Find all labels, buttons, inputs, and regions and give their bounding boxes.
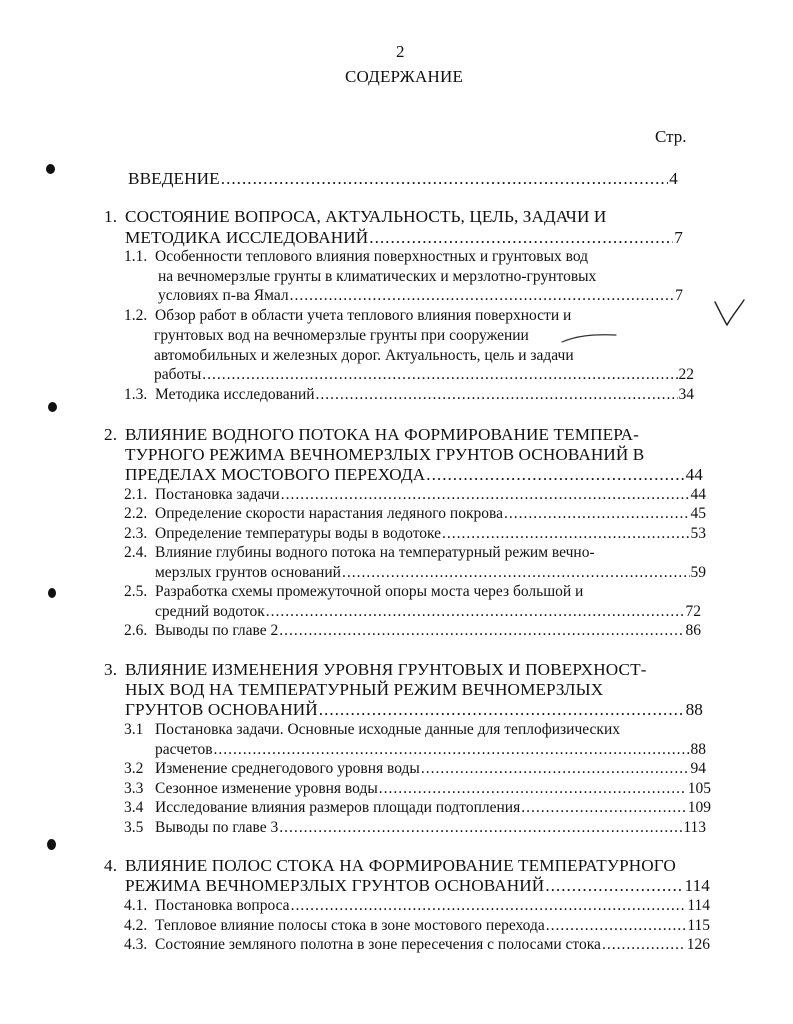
toc-2-4-page: 59	[690, 564, 706, 581]
punch-hole-mark-icon	[48, 402, 57, 412]
toc-3-5-number: 3.5	[124, 819, 144, 836]
toc-ch2-page: 44	[685, 465, 703, 484]
toc-2-1-label: Постановка задачи	[155, 486, 280, 503]
toc-1-2-line4: работы	[154, 366, 202, 383]
toc-4-1-label: Постановка вопроса	[155, 897, 290, 914]
toc-3-2-number: 3.2	[124, 760, 144, 777]
page-number: 2	[396, 42, 405, 61]
toc-3-1-line2: расчетов	[155, 741, 213, 758]
toc-ch3-page: 88	[685, 700, 703, 719]
toc-2-3	[155, 524, 706, 544]
toc-ch1-title-line1: СОСТОЯНИЕ ВОПРОСА, АКТУАЛЬНОСТЬ, ЦЕЛЬ, ЗАДАЧИ И	[125, 207, 607, 226]
toc-2-5-line1: Разработка схемы промежуточной опоры моста через большой и	[155, 583, 584, 600]
toc-3-5-label: Выводы по главе 3	[155, 819, 279, 836]
toc-ch4-number: 4.	[104, 856, 118, 875]
toc-3-4-number: 3.4	[124, 799, 144, 816]
toc-1-1-line2: на вечномерзлые грунты в климатических и мерзлотно-грунтовых	[158, 268, 597, 285]
toc-1-2	[154, 365, 694, 385]
toc-3-5	[155, 818, 706, 838]
toc-2-6-number: 2.6.	[124, 622, 148, 639]
punch-hole-mark-icon	[48, 588, 56, 598]
toc-2-3-page: 53	[690, 525, 706, 542]
toc-4-3-number: 4.3.	[124, 936, 148, 953]
toc-intro-label: ВВЕДЕНИЕ	[128, 169, 220, 188]
toc-ch3-title	[125, 700, 703, 720]
toc-ch3-title-line2: НЫХ ВОД НА ТЕМПЕРАТУРНЫЙ РЕЖИМ ВЕЧНОМЕРЗЛЫХ	[125, 680, 604, 699]
punch-hole-mark-icon	[47, 839, 56, 850]
toc-3-4-label: Исследование влияния размеров площади подтопления	[155, 799, 521, 816]
toc-3-4-page: 109	[687, 799, 711, 816]
toc-2-2	[155, 504, 706, 524]
toc-1-1-line1: Особенности теплового влияния поверхностных и грунтовых вод	[155, 248, 589, 265]
toc-ch1-title	[125, 228, 683, 248]
toc-3-1	[155, 740, 706, 760]
toc-2-5	[155, 602, 701, 622]
toc-2-2-number: 2.2.	[124, 505, 148, 522]
toc-3-3-number: 3.3	[124, 780, 144, 797]
toc-2-1	[155, 485, 706, 505]
toc-2-3-label: Определение температуры воды в водотоке	[155, 525, 442, 542]
toc-ch2-title-line1: ВЛИЯНИЕ ВОДНОГО ПОТОКА НА ФОРМИРОВАНИЕ ТЕМПЕРА-	[125, 425, 639, 444]
handwritten-stroke-icon	[560, 330, 620, 346]
toc-intro	[128, 169, 678, 189]
toc-1-1-line3: условиях п-ва Ямал	[158, 287, 289, 304]
toc-2-4-number: 2.4.	[124, 544, 148, 561]
toc-3-1-page: 88	[690, 741, 706, 758]
toc-2-3-number: 2.3.	[124, 525, 148, 542]
toc-ch2-title	[125, 465, 703, 485]
toc-ch1-title-line2: МЕТОДИКА ИССЛЕДОВАНИЙ	[125, 228, 369, 247]
toc-2-6-label: Выводы по главе 2	[155, 622, 279, 639]
toc-3-3-page: 105	[687, 780, 711, 797]
toc-1-1	[158, 286, 683, 306]
toc-3-1-line1: Постановка задачи. Основные исходные данные для теплофизических	[155, 721, 620, 738]
toc-ch3-title-line3: ГРУНТОВ ОСНОВАНИЙ	[125, 700, 318, 719]
handwritten-checkmark-icon	[712, 296, 746, 330]
toc-1-2-line1: Обзор работ в области учета теплового влияния поверхности и	[155, 307, 572, 324]
toc-1-2-page: 22	[678, 366, 694, 383]
toc-2-5-number: 2.5.	[124, 583, 148, 600]
toc-4-2-number: 4.2.	[124, 917, 148, 934]
toc-1-2-number: 1.2.	[124, 307, 148, 324]
toc-1-2-line3: автомобильных и железных дорог. Актуальность, цель и задачи	[154, 347, 574, 364]
toc-2-4-line1: Влияние глубины водного потока на температурный режим вечно-	[155, 544, 595, 561]
toc-4-2-page: 115	[687, 917, 710, 934]
toc-ch2-title-line3: ПРЕДЕЛАХ МОСТОВОГО ПЕРЕХОДА	[125, 465, 426, 484]
toc-1-3-number: 1.3.	[124, 386, 148, 403]
toc-4-3-page: 126	[686, 936, 710, 953]
toc-2-5-line2: средний водоток	[155, 603, 265, 620]
toc-ch2-title-line2: ТУРНОГО РЕЖИМА ВЕЧНОМЕРЗЛЫХ ГРУНТОВ ОСНОВАНИЙ В	[125, 445, 645, 464]
toc-1-3	[155, 385, 694, 405]
toc-3-5-page: 113	[683, 819, 706, 836]
toc-3-2-page: 94	[690, 760, 706, 777]
toc-ch1-number: 1.	[104, 207, 118, 226]
pages-column-label: Стр.	[655, 127, 687, 146]
toc-ch4-title-line2: РЕЖИМА ВЕЧНОМЕРЗЛЫХ ГРУНТОВ ОСНОВАНИЙ	[125, 876, 545, 895]
toc-2-6	[155, 621, 701, 641]
toc-ch3-number: 3.	[104, 660, 118, 679]
toc-2-2-label: Определение скорости нарастания ледяного покрова	[155, 505, 503, 522]
toc-ch4-page: 114	[684, 876, 710, 895]
toc-1-3-page: 34	[678, 386, 694, 403]
toc-1-3-label: Методика исследований	[155, 386, 315, 403]
toc-ch4-title-line1: ВЛИЯНИЕ ПОЛОС СТОКА НА ФОРМИРОВАНИЕ ТЕМПЕРАТУРНОГО	[125, 856, 676, 875]
toc-4-1-page: 114	[687, 897, 710, 914]
toc-ch4-title	[125, 876, 710, 896]
toc-4-2	[155, 916, 710, 936]
toc-3-4	[155, 798, 711, 818]
toc-3-2-label: Изменение среднегодового уровня воды	[155, 760, 420, 777]
toc-2-1-number: 2.1.	[124, 486, 148, 503]
toc-2-4-line2: мерзлых грунтов оснований	[155, 564, 341, 581]
page-title: СОДЕРЖАНИЕ	[345, 67, 464, 86]
toc-2-5-page: 72	[685, 603, 701, 620]
toc-4-1	[155, 896, 710, 916]
toc-1-1-number: 1.1.	[124, 248, 148, 265]
toc-intro-page: 4	[669, 169, 678, 188]
toc-ch3-title-line1: ВЛИЯНИЕ ИЗМЕНЕНИЯ УРОВНЯ ГРУНТОВЫХ И ПОВЕРХНОСТ-	[125, 660, 647, 679]
toc-3-1-number: 3.1	[124, 721, 144, 738]
toc-4-1-number: 4.1.	[124, 897, 148, 914]
toc-2-1-page: 44	[690, 486, 706, 503]
toc-3-3-label: Сезонное изменение уровня воды	[155, 780, 378, 797]
toc-4-2-label: Тепловое влияние полосы стока в зоне мостового перехода	[155, 917, 545, 934]
toc-1-1-page: 7	[675, 287, 683, 304]
toc-4-3	[155, 935, 710, 955]
toc-2-4	[155, 563, 706, 583]
toc-4-3-label: Состояние земляного полотна в зоне пересечения с полосами стока	[155, 936, 601, 953]
toc-3-3	[155, 779, 711, 799]
toc-1-2-line2: грунтовых вод на вечномерзлые грунты при сооружении	[154, 327, 529, 344]
toc-ch1-page: 7	[674, 228, 683, 247]
toc-3-2	[155, 759, 706, 779]
toc-2-6-page: 86	[685, 622, 701, 639]
punch-hole-mark-icon	[46, 164, 55, 174]
toc-2-2-page: 45	[690, 505, 706, 522]
toc-ch2-number: 2.	[104, 425, 118, 444]
